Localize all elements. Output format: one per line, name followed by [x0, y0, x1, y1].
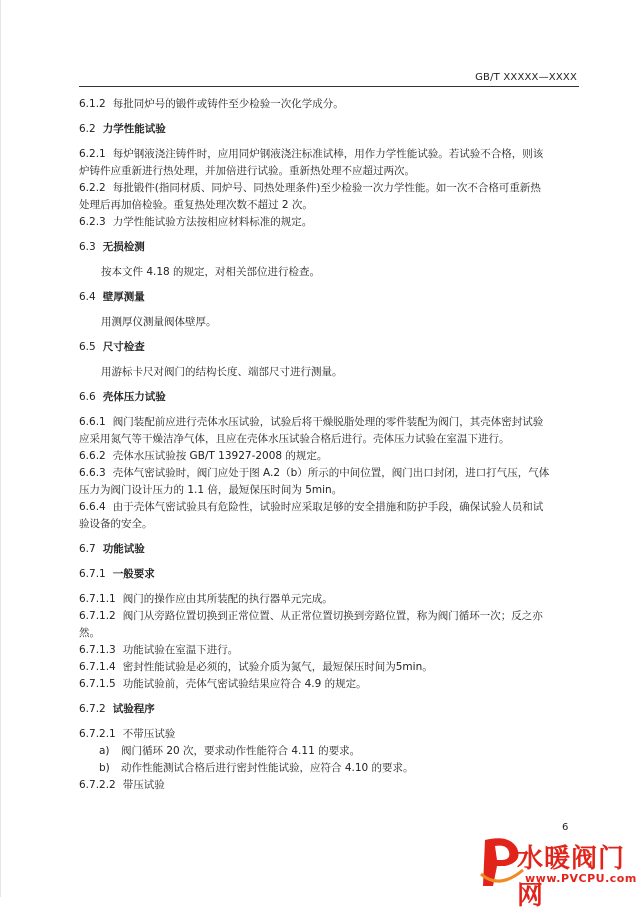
clause-text-line1: 每批锻件(指同材质、同炉号、同热处理条件)至少检验一次力学性能。如一次不合格可重新热 [112, 182, 541, 194]
list-item-text: 阀门循环 20 次，要求动作性能符合 4.11 的要求。 [121, 745, 361, 757]
clause-text: 功能试验前，壳体气密试验结果应符合 4.9 的规定。 [122, 678, 367, 690]
section-number: 6.4 [79, 291, 96, 303]
clause-number: 6.6.4 [79, 501, 106, 513]
page-number: 6 [562, 822, 569, 833]
clause-number: 6.7.1.2 [79, 610, 116, 622]
clause-text-line2: 处理后再加倍检验。重复热处理次数不超过 2 次。 [79, 199, 313, 211]
section-title: 功能试验 [102, 543, 145, 555]
header-rule [79, 86, 579, 87]
clause-text-line1: 每炉钢液浇注铸件时，应用同炉钢液浇注标准试棒，用作力学性能试验。若试验不合格，则该 [112, 148, 544, 160]
section-title: 壳体压力试验 [102, 391, 166, 403]
clause-text-line2: 验设备的安全。 [79, 518, 153, 530]
clause-text-line2: 炉铸件应重新进行热处理，并加倍进行试验。重新热处理不应超过两次。 [79, 165, 415, 177]
section-6-3-body: 按本文件 4.18 的规定，对相关部位进行检查。 [101, 266, 321, 278]
clause-6-7-2-1 [79, 726, 579, 743]
clause-text-line1: 由于壳体气密试验具有危险性，试验时应采取足够的安全措施和防护手段，确保试验人员和试 [112, 501, 544, 513]
clause-6-7-1-1 [79, 591, 579, 608]
list-marker: b) [99, 762, 110, 774]
clause-text: 带压试验 [122, 779, 165, 791]
section-title: 无损检测 [102, 241, 145, 253]
section-title: 尺寸检查 [102, 341, 145, 353]
list-item-b [79, 760, 579, 777]
clause-text-line2: 然。 [79, 627, 100, 639]
section-number: 6.7.1 [79, 568, 106, 580]
section-title: 试验程序 [112, 703, 155, 715]
section-6-7-2-heading [79, 701, 579, 718]
clause-6-6-1 [79, 414, 579, 448]
section-title: 力学性能试验 [102, 123, 166, 135]
section-6-5-body: 用游标卡尺对阀门的结构长度、端部尺寸进行测量。 [101, 366, 343, 378]
clause-6-7-1-3 [79, 642, 579, 659]
section-6-7-1-heading [79, 566, 579, 583]
clause-number: 6.2.3 [79, 216, 106, 228]
section-6-7-heading [79, 541, 579, 558]
clause-6-1-2 [79, 96, 579, 113]
clause-6-6-2 [79, 448, 579, 465]
section-6-5-heading [79, 339, 579, 356]
clause-6-7-1-5 [79, 676, 579, 693]
clause-text: 阀门的操作应由其所装配的执行器单元完成。 [122, 593, 333, 605]
clause-6-2-1 [79, 146, 579, 180]
section-number: 6.7 [79, 543, 96, 555]
clause-number: 6.7.1.1 [79, 593, 116, 605]
watermark-brand: 水暖阀门网 [517, 844, 626, 911]
section-number: 6.3 [79, 241, 96, 253]
clause-text-line1: 阀门装配前应进行壳体水压试验，试验后将干燥脱脂处理的零件装配为阀门，其壳体密封试验 [112, 416, 544, 428]
clause-number: 6.6.2 [79, 450, 106, 462]
watermark-url: www.PVCPU.com [525, 872, 637, 885]
document-body [79, 96, 579, 794]
clause-number: 6.6.1 [79, 416, 106, 428]
section-title: 一般要求 [112, 568, 155, 580]
clause-text: 每批同炉号的锻件或铸件至少检验一次化学成分。 [112, 98, 344, 110]
clause-number: 6.2.1 [79, 148, 106, 160]
section-6-2-heading [79, 121, 579, 138]
clause-text-line1: 壳体气密试验时，阀门应处于图 A.2（b）所示的中间位置，阀门出口封闭，进口打气压，气体 [112, 467, 550, 479]
site-watermark [479, 832, 639, 911]
clause-number: 6.6.3 [79, 467, 106, 479]
section-number: 6.2 [79, 123, 96, 135]
standard-code: GB/T XXXXX—XXXX [475, 72, 577, 83]
clause-number: 6.7.1.4 [79, 661, 116, 673]
section-6-6-heading [79, 389, 579, 406]
clause-6-6-4 [79, 499, 579, 533]
list-item-a [79, 743, 579, 760]
clause-6-7-1-4 [79, 659, 579, 676]
clause-text: 力学性能试验方法按相应材料标准的规定。 [112, 216, 313, 228]
section-number: 6.6 [79, 391, 96, 403]
clause-number: 6.7.2.2 [79, 779, 116, 791]
section-number: 6.7.2 [79, 703, 106, 715]
clause-text-line1: 阀门从旁路位置切换到正常位置、从正常位置切换到旁路位置，称为阀门循环一次；反之亦 [122, 610, 543, 622]
section-6-4-body: 用测厚仪测量阀体壁厚。 [101, 316, 217, 328]
section-title: 壁厚测量 [102, 291, 145, 303]
clause-text-line2: 应采用氮气等干燥洁净气体，且应在壳体水压试验合格后进行。壳体压力试验在室温下进行。 [79, 433, 510, 445]
clause-6-2-2 [79, 180, 579, 214]
section-6-3-heading [79, 239, 579, 256]
clause-text: 壳体水压试验按 GB/T 13927-2008 的规定。 [112, 450, 328, 462]
clause-number: 6.1.2 [79, 98, 106, 110]
section-6-4-heading [79, 289, 579, 306]
clause-text-line2: 压力为阀门设计压力的 1.1 倍，最短保压时间为 5min。 [79, 484, 343, 496]
clause-6-7-1-2 [79, 608, 579, 642]
clause-number: 6.7.2.1 [79, 728, 116, 740]
clause-text: 功能试验在室温下进行。 [122, 644, 239, 656]
clause-6-7-2-2 [79, 777, 579, 794]
list-marker: a) [99, 745, 110, 757]
clause-number: 6.7.1.5 [79, 678, 116, 690]
clause-number: 6.2.2 [79, 182, 106, 194]
section-number: 6.5 [79, 341, 96, 353]
list-item-text: 动作性能测试合格后进行密封性能试验，应符合 4.10 的要求。 [121, 762, 414, 774]
clause-6-6-3 [79, 465, 579, 499]
clause-text: 不带压试验 [122, 728, 176, 740]
clause-text: 密封性能试验是必须的，试验介质为氮气，最短保压时间为5min。 [122, 661, 433, 673]
clause-number: 6.7.1.3 [79, 644, 116, 656]
clause-6-2-3 [79, 214, 579, 231]
